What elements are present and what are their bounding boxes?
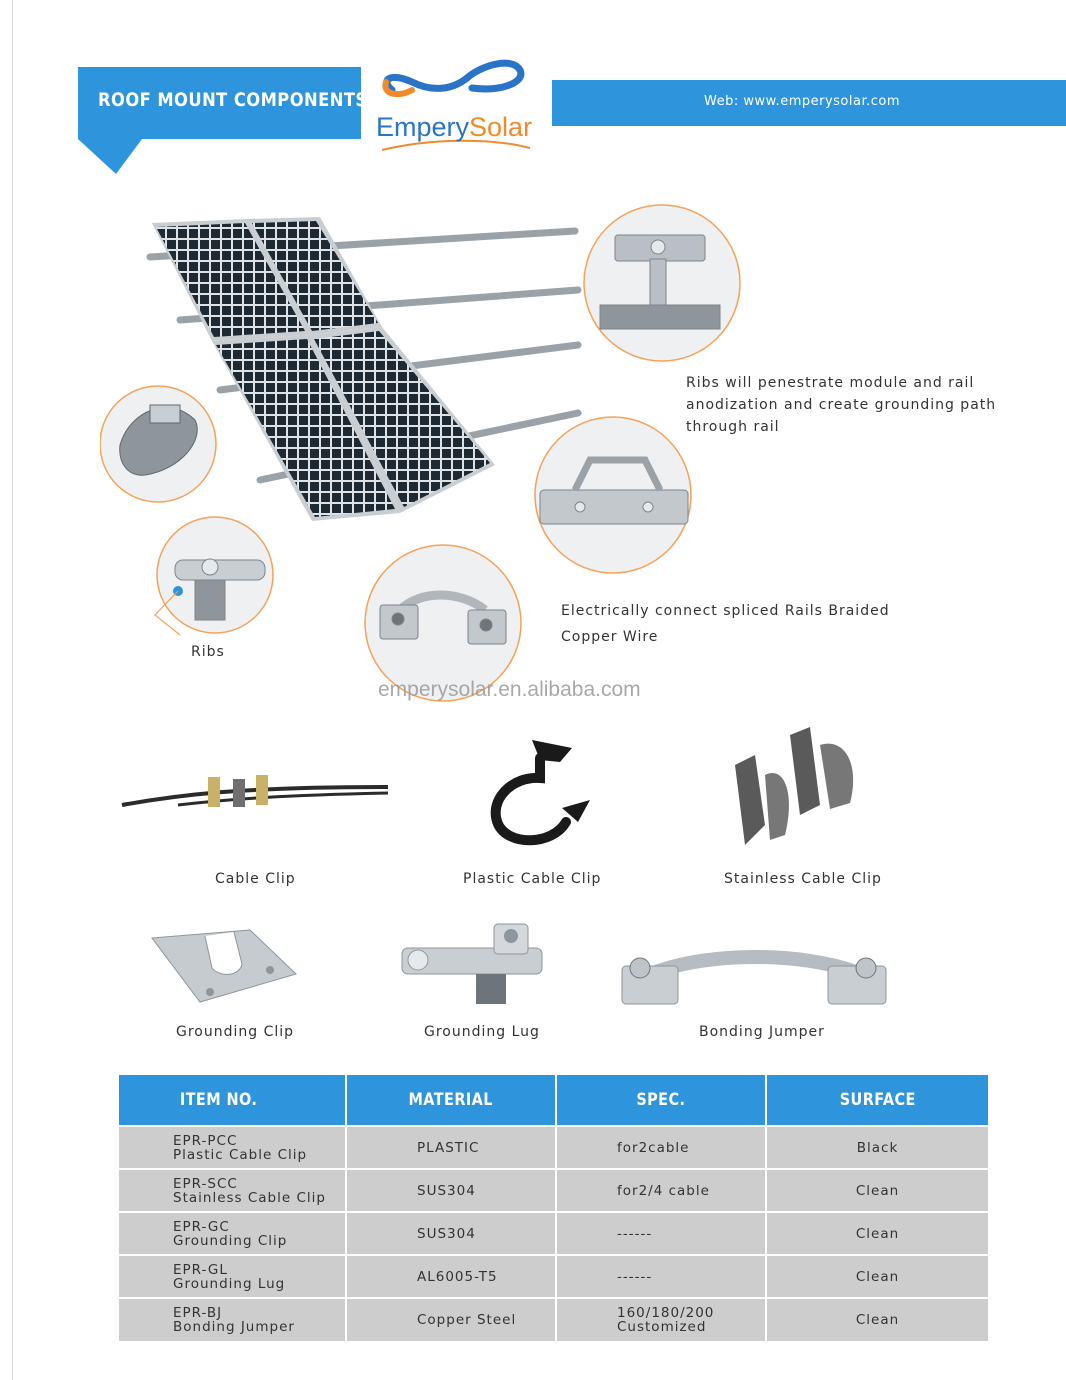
table-header-row bbox=[119, 1075, 988, 1126]
spec-cell: for2/4 cable bbox=[556, 1169, 766, 1212]
grounding-clip-image bbox=[150, 928, 298, 1004]
surface-cell: Clean bbox=[766, 1255, 988, 1298]
watermark: emperysolar.en.alibaba.com bbox=[378, 678, 641, 701]
table-row bbox=[119, 1298, 988, 1341]
spec-cell: for2cable bbox=[556, 1126, 766, 1169]
surface-cell: Clean bbox=[766, 1169, 988, 1212]
column-header-material: MATERIAL bbox=[346, 1075, 556, 1126]
table-row bbox=[119, 1255, 988, 1298]
product-caption: Bonding Jumper bbox=[699, 1024, 825, 1040]
item-cell: EPR-GL Grounding Lug bbox=[119, 1255, 346, 1298]
product-caption: Stainless Cable Clip bbox=[724, 871, 882, 887]
emperysolar-logo-icon bbox=[372, 52, 542, 160]
surface-cell: Clean bbox=[766, 1212, 988, 1255]
section-title: ROOF MOUNT COMPONENTS bbox=[98, 89, 368, 111]
bonding-jumper-image bbox=[620, 948, 888, 1008]
website-bar bbox=[552, 80, 1066, 126]
ribs-note-line: Ribs will penestrate module and rail bbox=[686, 375, 975, 391]
website-text: Web: www.emperysolar.com bbox=[704, 94, 900, 109]
cable-clip-image bbox=[118, 765, 393, 815]
material-cell: PLASTIC bbox=[346, 1126, 556, 1169]
surface-cell: Black bbox=[766, 1126, 988, 1169]
material-cell: Copper Steel bbox=[346, 1298, 556, 1341]
ribs-note bbox=[686, 372, 996, 438]
brand-name bbox=[376, 112, 532, 143]
material-cell: SUS304 bbox=[346, 1169, 556, 1212]
item-cell: EPR-SCC Stainless Cable Clip bbox=[119, 1169, 346, 1212]
material-cell: AL6005-T5 bbox=[346, 1255, 556, 1298]
spec-cell: ------ bbox=[556, 1255, 766, 1298]
item-cell: EPR-PCC Plastic Cable Clip bbox=[119, 1126, 346, 1169]
grounding-lug-image bbox=[398, 920, 546, 1010]
product-caption: Cable Clip bbox=[215, 871, 296, 887]
item-cell: EPR-BJ Bonding Jumper bbox=[119, 1298, 346, 1341]
column-header-surface: SURFACE bbox=[766, 1075, 988, 1126]
material-cell: SUS304 bbox=[346, 1212, 556, 1255]
wire-note-line: Copper Wire bbox=[561, 629, 659, 645]
table-row bbox=[119, 1126, 988, 1169]
product-caption: Grounding Clip bbox=[176, 1024, 295, 1040]
product-caption: Grounding Lug bbox=[424, 1024, 540, 1040]
product-caption: Plastic Cable Clip bbox=[463, 871, 602, 887]
spec-cell: 160/180/200 Customized bbox=[556, 1298, 766, 1341]
brand-part1: Empery bbox=[376, 112, 470, 142]
page-edge-line bbox=[12, 0, 13, 1380]
column-header-spec: SPEC. bbox=[556, 1075, 766, 1126]
spec-cell: ------ bbox=[556, 1212, 766, 1255]
stainless-cable-clip-image bbox=[725, 725, 865, 855]
ribs-note-line: anodization and create grounding path bbox=[686, 397, 997, 413]
spec-table bbox=[119, 1075, 988, 1341]
surface-cell: Clean bbox=[766, 1298, 988, 1341]
ribs-note-line: through rail bbox=[686, 419, 780, 435]
banner-pointer bbox=[78, 139, 142, 174]
brand-part2: Solar bbox=[469, 112, 533, 142]
wire-note-line: Electrically connect spliced Rails Braided bbox=[561, 603, 890, 619]
section-title-banner bbox=[78, 67, 368, 139]
table-row bbox=[119, 1169, 988, 1212]
wire-note bbox=[561, 598, 890, 650]
item-cell: EPR-GC Grounding Clip bbox=[119, 1212, 346, 1255]
plastic-cable-clip-image bbox=[482, 738, 592, 850]
ribs-label: Ribs bbox=[191, 644, 225, 660]
table-row bbox=[119, 1212, 988, 1255]
column-header-item: ITEM NO. bbox=[119, 1075, 346, 1126]
